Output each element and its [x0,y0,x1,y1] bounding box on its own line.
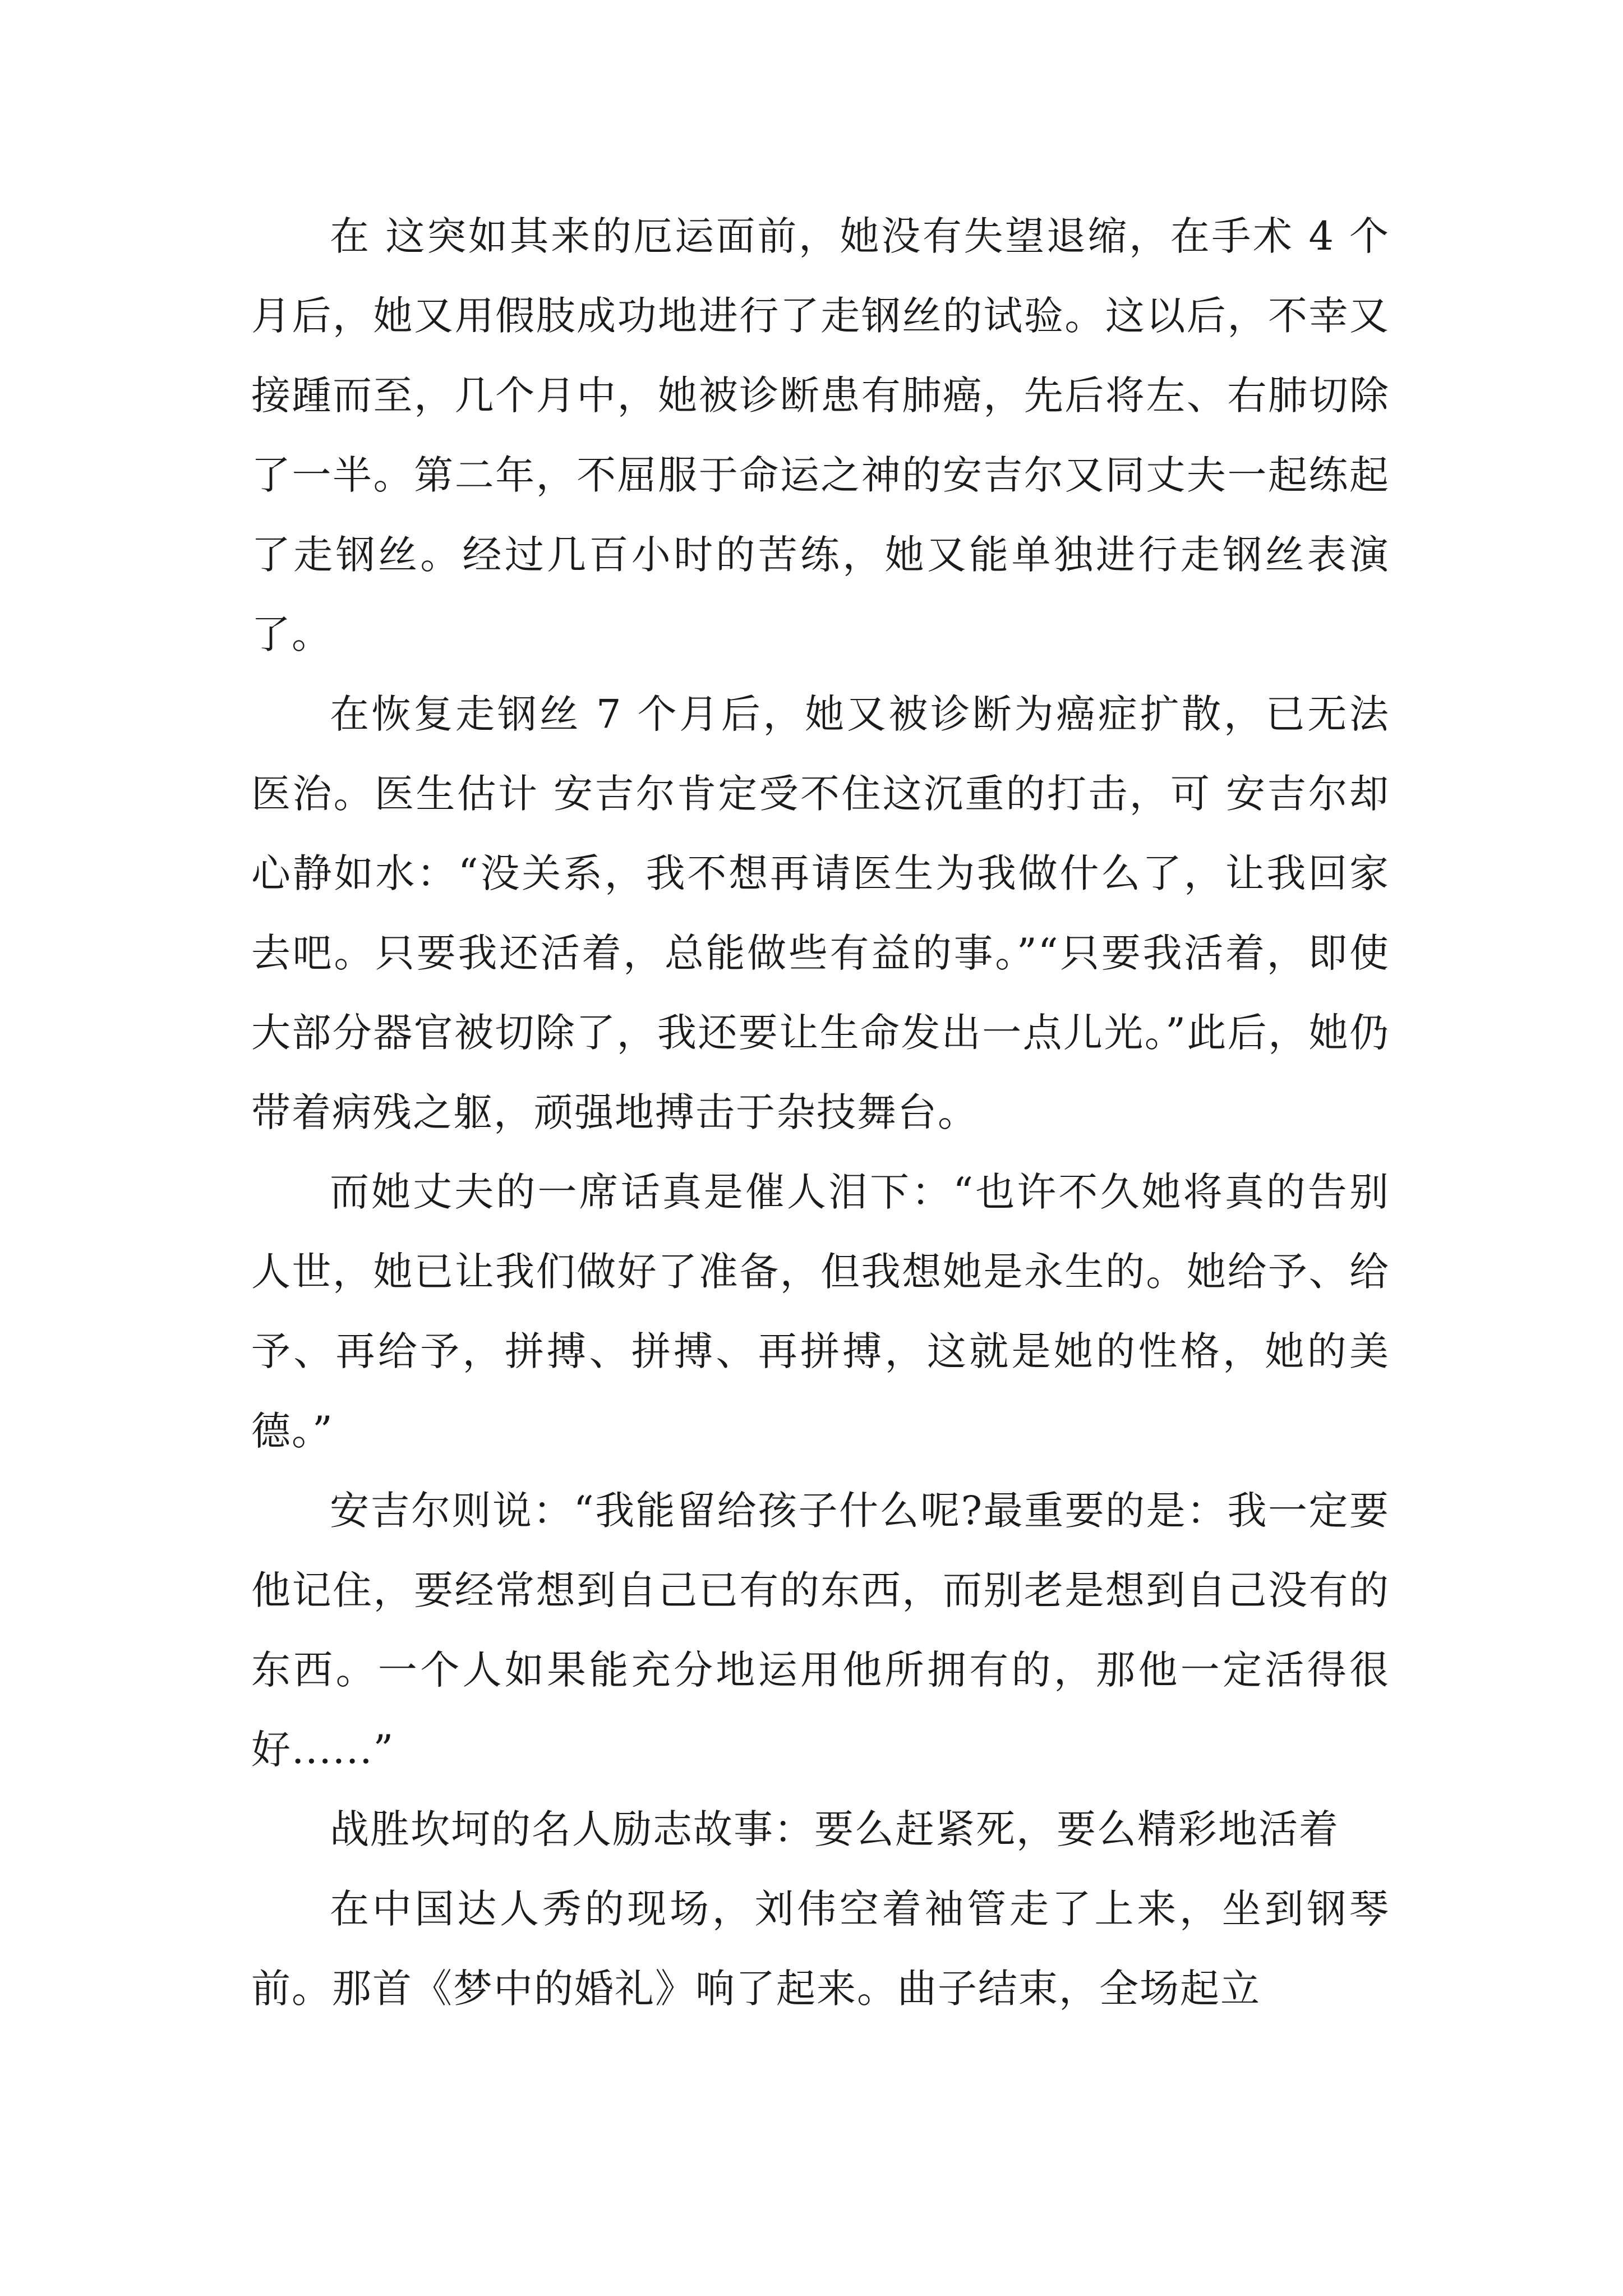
paragraph-2: 在恢复走钢丝 7 个月后，她又被诊断为癌症扩散，已无法医治。医生估计 安吉尔肯定受不住这沉重的打击，可 安吉尔却心静如水：“没关系，我不想再请医生为我做什么了，让我回家去吧。只要我还活着，总能做些有益的事。”“只要我活着，即使大部分器官被切除了，我还要让生命发出一点儿光。”此后，她仍带着病残之躯，顽强地搏击于杂技舞台。 [251,691,1390,1135]
paragraph-1: 在 这突如其来的厄运面前，她没有失望退缩，在手术 4 个月后，她又用假肢成功地进行了走钢丝的试验。这以后，不幸又接踵而至，几个月中，她被诊断患有肺癌，先后将左、右肺切除了一半。第二年，不屈服于命运之神的安吉尔又同丈夫一起练起了走钢丝。经过几百小时的苦练，她又能单独进行走钢丝表演了。 [251,213,1390,657]
section-heading: 战胜坎坷的名人励志故事：要么赶紧死，要么精彩地活着 [330,1806,1339,1852]
paragraph-4: 安吉尔则说：“我能留给孩子什么呢?最重要的是：我一定要他记住，要经常想到自己已有的东西，而别老是想到自己没有的东西。一个人如果能充分地运用他所拥有的，那他一定活得很好......” [251,1488,1390,1773]
paragraph-5: 在中国达人秀的现场，刘伟空着袖管走了上来，坐到钢琴前。那首《梦中的婚礼》响了起来。曲子结束，全场起立 [251,1886,1390,2012]
body-text [251,196,1390,2028]
paragraph-3: 而她丈夫的一席话真是催人泪下：“也许不久她将真的告别人世，她已让我们做好了准备，但我想她是永生的。她给予、给予、再给予，拼搏、拼搏、再拼搏，这就是她的性格，她的美德。” [251,1169,1390,1454]
